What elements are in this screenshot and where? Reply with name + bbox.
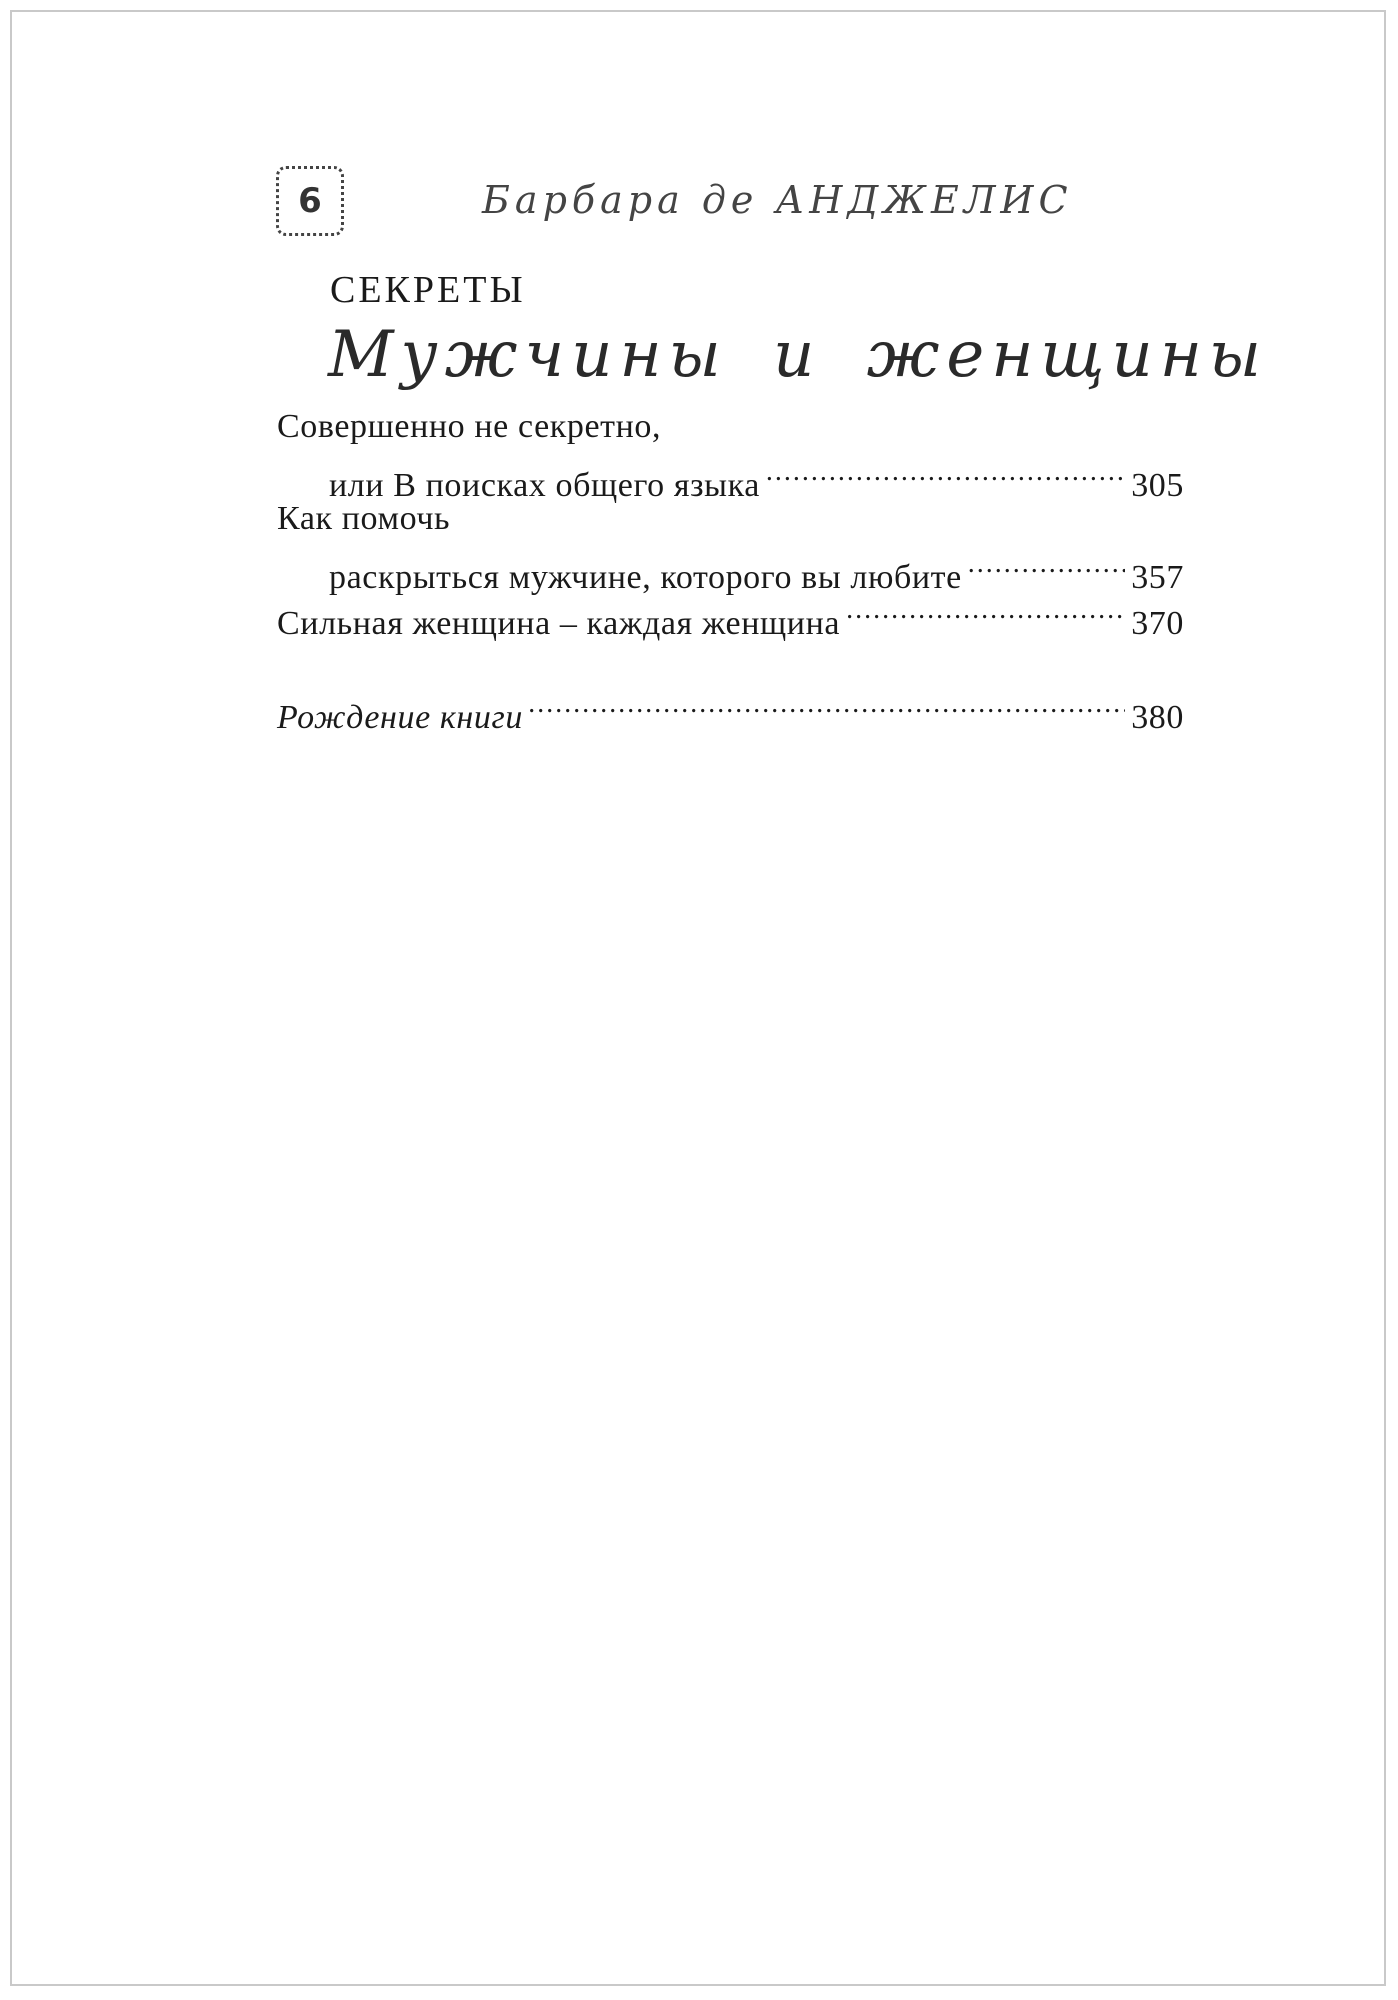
toc-entry-1-line-2[interactable] — [277, 450, 1184, 504]
toc-page-number: 380 — [1131, 699, 1184, 736]
toc-afterword[interactable] — [277, 682, 1184, 736]
dot-leader — [529, 682, 1125, 728]
running-head: Барбара де АНДЖЕЛИС — [482, 178, 1073, 222]
toc-page-number: 305 — [1131, 467, 1184, 504]
toc-entry-title: Рождение книги — [277, 699, 523, 736]
toc-page-number: 370 — [1131, 605, 1184, 642]
toc-entry-title: раскрыться мужчине, которого вы любите — [329, 559, 962, 596]
toc-entry-title: Совершенно не секретно, — [277, 408, 662, 445]
dot-leader — [846, 588, 1125, 634]
page-number: 6 — [276, 166, 344, 236]
section-kicker: СЕКРЕТЫ — [330, 269, 526, 311]
toc-entry-title: Сильная женщина – каждая женщина — [277, 605, 841, 642]
toc-entry-title: Как помочь — [277, 500, 451, 537]
dot-leader — [968, 542, 1125, 588]
section-title: Мужчины и женщины — [328, 318, 1268, 392]
table-of-contents — [277, 404, 1184, 736]
dot-leader — [766, 450, 1125, 496]
toc-page-number: 357 — [1131, 559, 1184, 596]
toc-entry-title: или В поисках общего языка — [329, 467, 760, 504]
toc-entry-1-line-1 — [277, 404, 1184, 450]
toc-entry-2-line-2[interactable] — [277, 542, 1184, 596]
page-frame — [10, 10, 1386, 1986]
